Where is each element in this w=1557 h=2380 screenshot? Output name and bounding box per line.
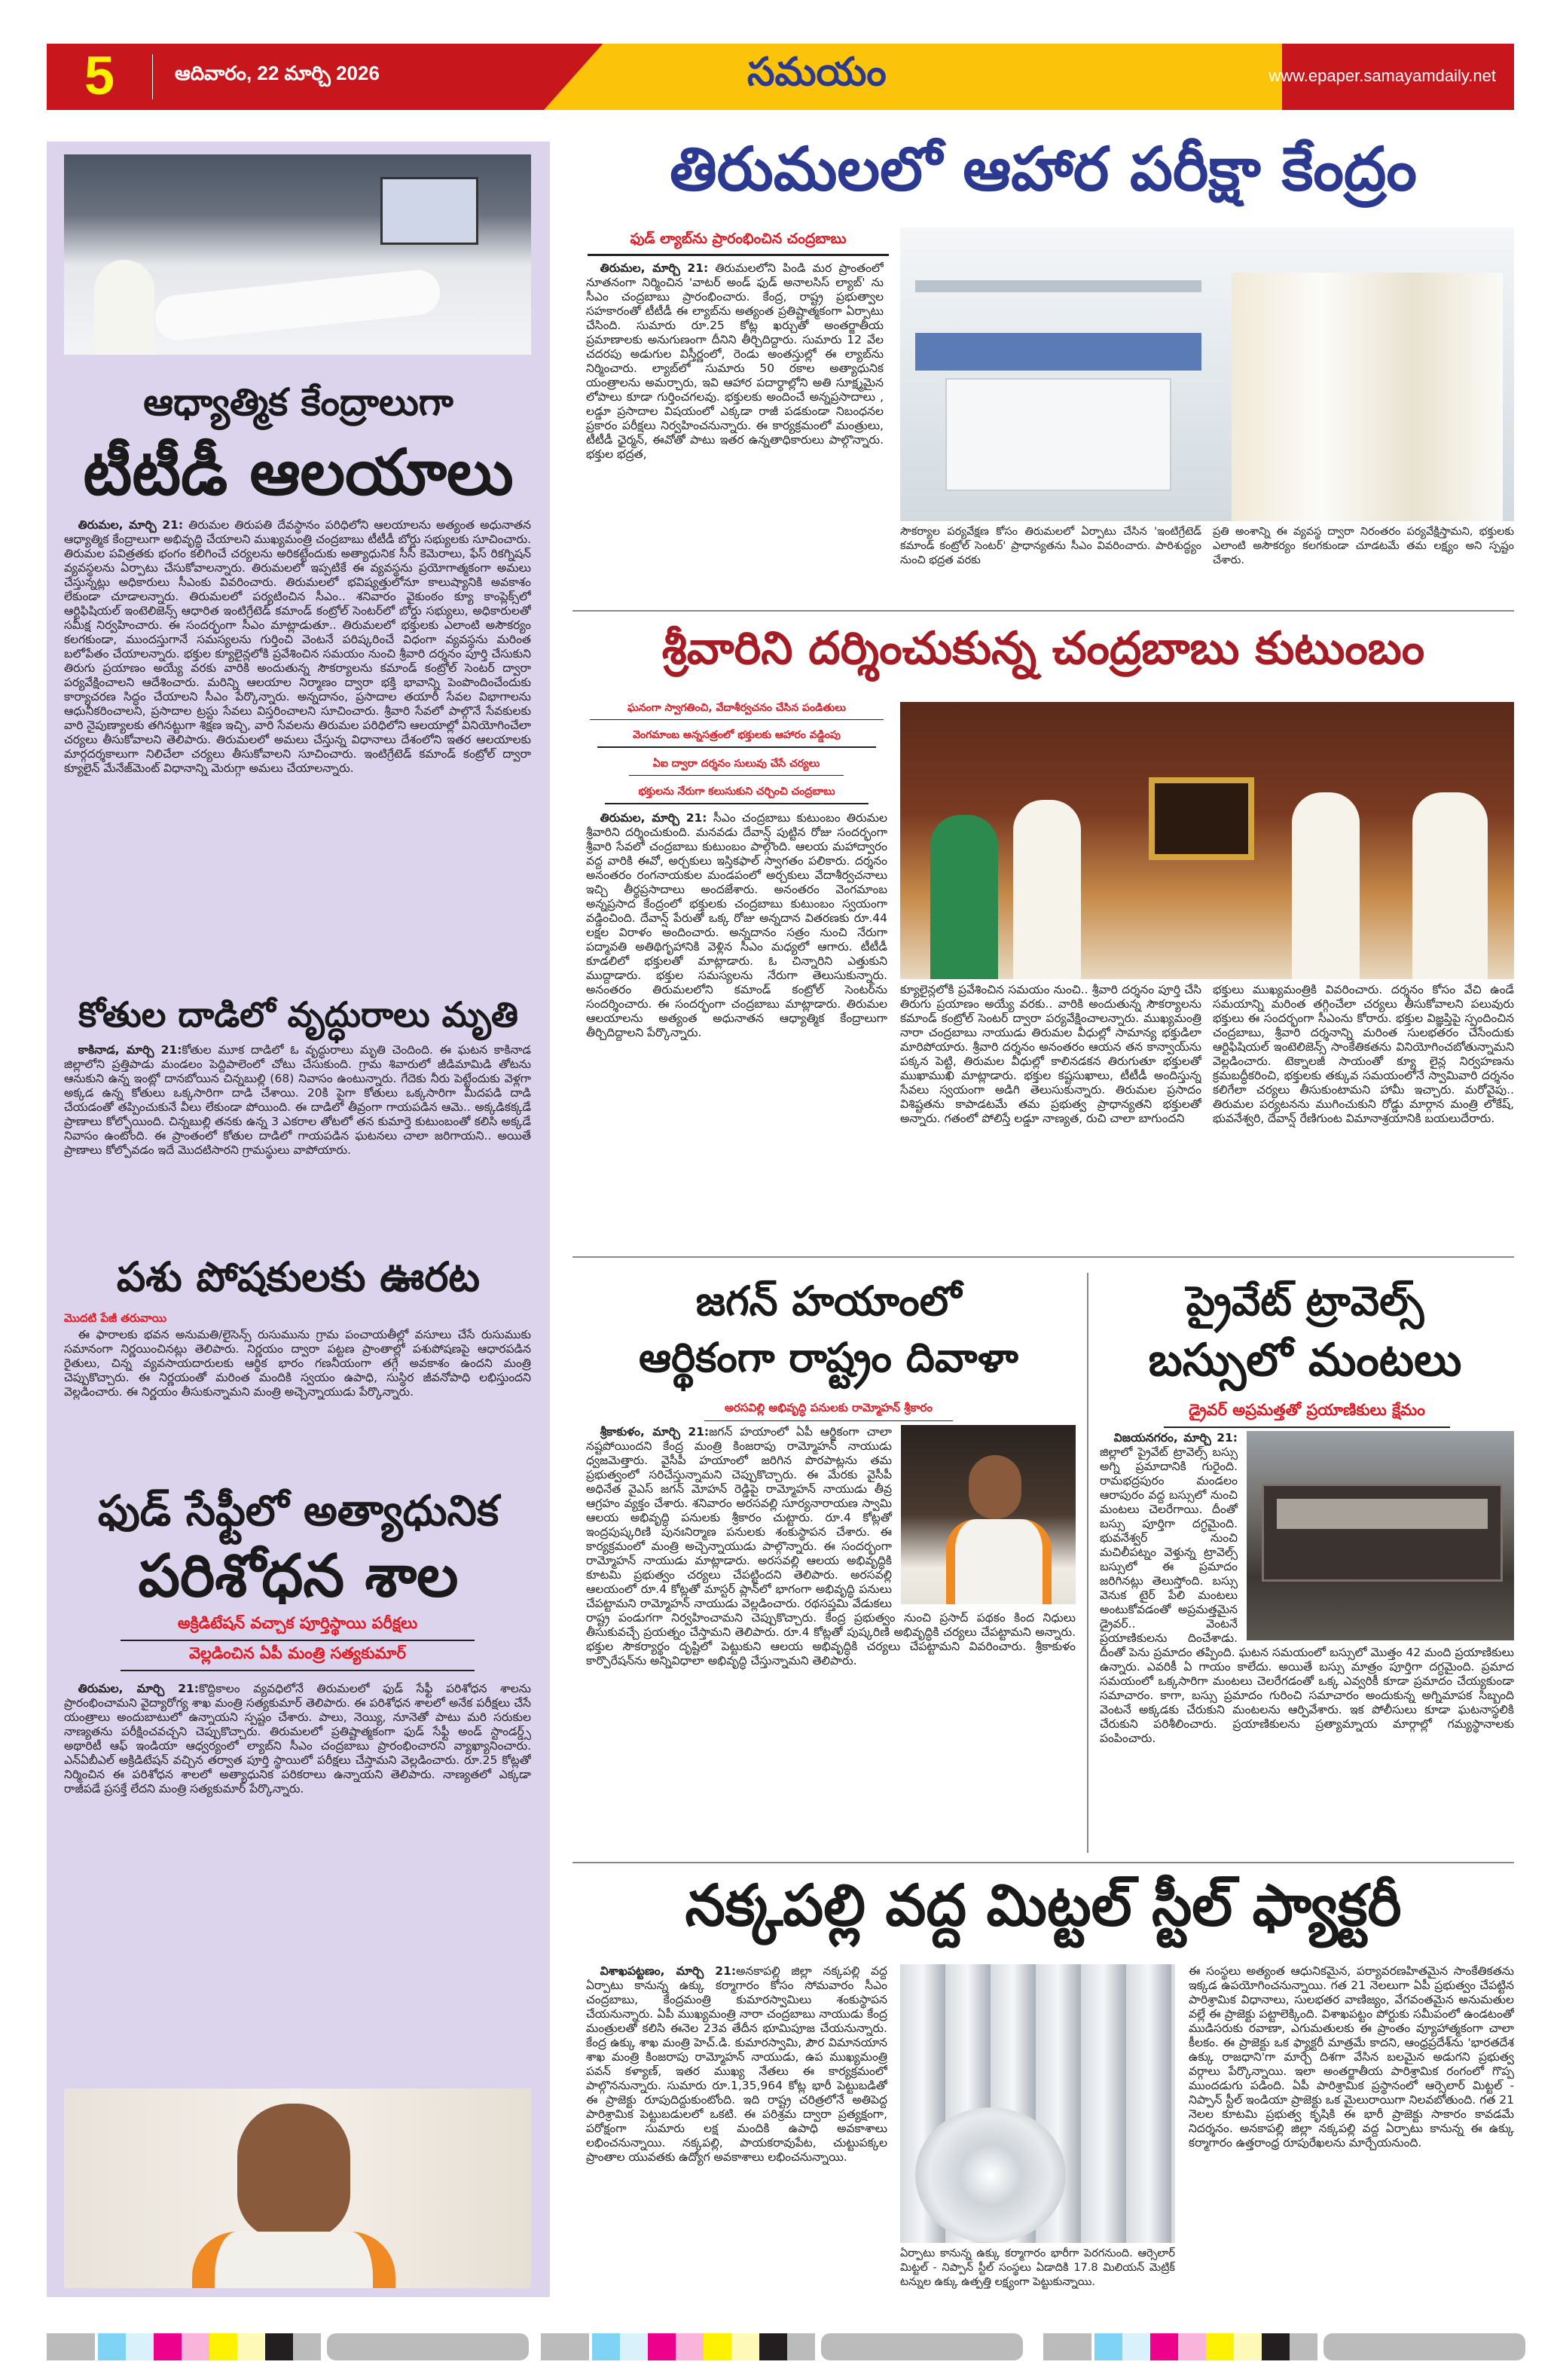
color-swatch [98, 2333, 126, 2360]
color-swatch [47, 2333, 95, 2360]
color-swatch [1234, 2333, 1262, 2360]
section-divider [572, 610, 1514, 612]
masthead-yellow-band [544, 44, 1282, 110]
burnt-bus-photo [1247, 1431, 1514, 1640]
srivari-article-col-2 [900, 983, 1201, 1252]
section-divider [572, 1862, 1514, 1863]
article-text: జగన్ హయాంలో ఏపీ ఆర్థికంగా చాలా నష్టపోయిందని కేంద్ర మంత్రి కింజరాపు రామ్మోహన్ నాయుడు ధ్వజమెత్తారు. వైసీపీ హయాంలో జరిగిన పొరపాట్లను తమ ప్రభుత్వంలో సరిచేస్తున్నామని చెప్పుకొచ్చారు. ఈ మేరకు వైసీపీ అధినేత వైఎస్ జగన్ మోహన్ రెడ్డిపై రామ్మోహన్ నాయుడు తీవ్ర ఆగ్రహం వ్యక్తం చేశారు. శనివారం అరసవల్లి సూర్యనారాయణ స్వామి ఆలయ అభివృద్ధి పనులకు శ్రీకారం చుట్టారు. రూ.4 కోట్లతో ఇంద్రపుష్కరిణి పునఃనిర్మాణ పనులకు శంకుస్థాపన చేశారు. ఈ కార్యక్రమంలో మంత్రి అచ్చెన్నాయుడు పాల్గొన్నారు. ఈ సందర్భంగా రామ్మోహన్ నాయుడు మాట్లాడారు. అరసవల్లి ఆలయ అభివృద్ధికి కూటమి ప్రభుత్వం చర్యలు చేపట్టిందని తెలిపారు. అరసవల్లి ఆలయంలో రూ.4 కోట్లతో మాస్టర్ ప్లాన్‌లో భాగంగా అభివృద్ధి పనులు చేపట్టామని రామ్మోహన్ నాయుడు వెల్లడించారు. రథసప్తమి వేడుకలు రాష్ట్ర పండుగగా నిర్వహించామని చెప్పుకొచ్చారు. కేంద్ర ప్రభుత్వం నుంచి ప్రసాద్ పథకం కింద నిధులు తీసుకువచ్చే ప్రయత్నం చేస్తామని తెలిపారు. రూ.4 కోట్లతో పుష్కరిణి అభివృద్ధికి చర్యలు చేపట్టామని అన్నారు. భక్తుల సౌకర్యార్థం దృష్టిలో పెట్టుకుని ఆలయ అభివృద్ధికి చర్యలు చేపట్టామని వివరించారు. శ్రీకాకుళం కార్పొరేషన్‌ను అన్నివిధాలా అభివృద్ధి చేస్తున్నామని తెలిపారు. [586, 1425, 1076, 1668]
dateline: తిరుమల, మార్చి 21: [600, 811, 707, 825]
epaper-url[interactable]: www.epaper.samayamdaily.net [1268, 66, 1496, 85]
lead-headline: తిరుమలలో ఆహార పరీక్షా కేంద్రం [670, 134, 1417, 204]
food-safety-subhead-2: వెల్లడించిన ఏపీ మంత్రి సత్యకుమార్ [121, 1644, 475, 1671]
color-swatch [592, 2333, 620, 2360]
article-text: భక్తులు ముఖ్యమంత్రికి వివరించారు. దర్శనం కోసం వేచి ఉండే సమయాన్ని మరింత తగ్గించేలా చర్యలు తీసుకోవాలని పలువురు భక్తులు ఈ సందర్భంగా సీఎంను కోరారు. భక్తుల విజ్ఞప్తిపై స్పందించిన చంద్రబాబు, శ్రీవారి దర్శనాన్ని మరింత సులభతరం చేసేందుకు ఆర్టిఫిషియల్ ఇంటెలిజెన్స్ సాంకేతికతను వినియోగించబోతున్నామని వెల్లడించారు. టెక్నాలజీ సాయంతో క్యూ లైన్ల నిర్వహణను క్రమబద్ధీకరించి, భక్తులకు తక్కువ సమయంలోనే స్వామివారి దర్శనం కలిగేలా చర్యలు తీసుకుంటామని హామీ ఇచ్చారు. మరోవైపు.. తిరుమల పర్యటనను ముగించుకుని రోడ్డు మార్గాన మంత్రి లోకేష్, భువనేశ్వరి, దేవాన్ష్ రేణిగుంట విమానాశ్రయానికి బయలుదేరారు. [1213, 983, 1514, 1125]
color-swatch [759, 2333, 787, 2360]
dateline: తిరుమల, మార్చి 21: [78, 518, 184, 532]
lead-article-body [586, 261, 884, 517]
article-text: ఏర్పాటు కానున్న ఉక్కు కర్మాగారం భారీగా పెరగనుంది. ఆర్సెలార్ మిట్టల్ - నిప్పాన్ స్టీల్ సంస్థలు ఏడాదికి 17.8 మిలియన్ మెట్రిక్ టన్నుల ఉక్కు ఉత్పత్తి లక్ష్యంగా పెట్టుకున్నాయి. [900, 2247, 1175, 2288]
srivari-article-col-3 [1213, 983, 1514, 1252]
article-text: తిరుమలలోని పిండి మర ప్రాంతంలో నూతనంగా నిర్మించిన 'వాటర్ అండ్ ఫుడ్ అనాలసిస్ ల్యాబ్' ను సీఎం చంద్రబాబు ప్రారంభించారు. కేంద్ర, రాష్ట్ర ప్రభుత్వాల సహకారంతో టీటీడీ ఈ ల్యాబ్‌ను అత్యంత ప్రతిష్టాత్మకంగా ఏర్పాటు చేసింది. సుమారు రూ.25 కోట్ల ఖర్చుతో అంతర్జాతీయ ప్రమాణాలకు అనుగుణంగా దీనిని తీర్చిదిద్దారు. సుమారు 12 వేల చదరపు అడుగుల విస్తీర్ణంలో, రెండు అంతస్తుల్లో ఈ ల్యాబ్‌ను నిర్మించారు. ల్యాబ్‌లో సుమారు 50 రకాల అత్యాధునిక యంత్రాలను అమర్చారు, ఇవి ఆహార పదార్థాల్లోని అతి సూక్ష్మమైన లోపాలు కూడా గుర్తించగలవు. భక్తులకు అందించే అన్నప్రసాదాలు , లడ్డూ ప్రసాదాల విషయంలో ఎక్కడా రాజీ పడకుండా నిబంధనల ప్రకారం పరీక్షలు నిర్వహించనున్నారు. ఈ కార్యక్రమంలో మంత్రులు, టీటీడీ ఛైర్మన్, ఈవోతో పాటు ఇతర ఉన్నతాధికారులు పాల్గొన్నారు. భక్తుల భద్రత, [586, 261, 884, 461]
monkey-attack-headline: కోతుల దాడిలో వృద్ధురాలు మృతి [78, 994, 518, 1035]
gray-pill-mark [327, 2333, 529, 2360]
color-swatch [1122, 2333, 1150, 2360]
food-lab-photo [900, 227, 1514, 521]
article-text: అనకాపల్లి జిల్లా నక్కపల్లి వద్ద ఏర్పాటు కానున్న ఉక్కు కర్మాగారం కోసం సోమవారం సీఎం చంద్రబాబు, కేంద్రమంత్రి కుమారస్వామిలు శంకుస్థాపన చేయనున్నారు. ఏపీ ముఖ్యమంత్రి నారా చంద్రబాబు నాయుడు కేంద్ర మంత్రులతో కలిసి ఈనెల 23వ తేదీన భూమిపూజ చేయనున్నారు. కేంద్ర ఉక్కు శాఖ మంత్రి హెచ్.డి. కుమారస్వామి, పౌర విమానయాన శాఖ మంత్రి కింజరాపు రామ్మోహన్ నాయుడు, ఉప ముఖ్యమంత్రి పవన్ కళ్యాణ్, ఇతర ముఖ్య నేతలు ఈ కార్యక్రమంలో పాల్గొననున్నారు. సుమారు రూ.1,35,964 కోట్ల భారీ పెట్టుబడితో ఈ ప్రాజెక్టు రూపుదిద్దుకుంటోంది. ఇది రాష్ట్ర చరిత్రలోనే అతిపెద్ద పారిశ్రామిక పెట్టుబడులలో ఒకటి. ఈ పరిశ్రమ ద్వారా ప్రత్యక్షంగా, పరోక్షంగా సుమారు లక్ష మందికి ఉపాధి అవకాశాలు లభించనున్నాయి. నక్కపల్లి, పాయకరావుపేట, చుట్టుపక్కల ప్రాంతాల యువతకు ఉద్యోగ అవకాశాలు లభించనున్నాయి. [586, 1964, 887, 2164]
cattle-headline: పశు పోషకులకు ఊరట [116, 1253, 481, 1301]
dateline: విజయనగరం, మార్చి 21: [1113, 1431, 1238, 1445]
color-swatch [1290, 2333, 1317, 2360]
color-swatch [1150, 2333, 1178, 2360]
color-swatch [126, 2333, 154, 2360]
color-swatch [731, 2333, 759, 2360]
color-swatch [648, 2333, 676, 2360]
color-swatch [1262, 2333, 1290, 2360]
color-swatch [1094, 2333, 1122, 2360]
srivari-subhead-3: ఏఐ ద్వారా దర్శనం సులువు చేసే చర్యలు [629, 758, 844, 776]
gray-pill-mark [1323, 2333, 1525, 2360]
food-safety-headline: పరిశోధన శాల [138, 1542, 459, 1610]
ttd-kicker: ఆధ్యాత్మిక కేంద్రాలుగా [143, 380, 453, 424]
color-swatch [541, 2333, 589, 2360]
color-swatch [1178, 2333, 1206, 2360]
food-safety-subhead-1: అక్రిడిటేషన్ వచ్చాక పూర్తిస్థాయి పరీక్షలు [121, 1614, 475, 1641]
srivari-family-photo [900, 702, 1514, 979]
article-text: కోతుల మూక దాడిలో ఓ వృద్ధురాలు మృతి చెందింది. ఈ ఘటన కాకినాడ జిల్లాలోని ప్రత్తిపాడు మండలం పెద్దిపాలెంలో చోటు చేసుకుంది. గ్రామ శివారులో జీడిమామిడి తోటను ఆనుకుని ఉన్న ఇంట్లో దానబోయిన చిన్నబుల్లి (68) నివాసం ఉంటున్నారు. గేదెకు నీరు పెట్టేందుకు వెళ్లగా అక్కడ ఉన్న కోతులు ఒక్కసారిగా దాడి చేశాయి. 20కి పైగా కోతులు ఒక్కసారిగా మీదపడి దాడి చేయడంతో తప్పించుకునే వీలు లేకుండా పోయింది. ఈ దాడిలో తీవ్రంగా గాయపడిన ఆమె.. అక్కడికక్కడే ప్రాణాలు కోల్పోయింది. చిన్నబుల్లి తనకు ఉన్న 3 ఎకరాల తోటలో తన కుమార్తె కుటుంబంతో కలిసి అక్కడే నివాసం ఉంటోంది. ఈ ప్రాంతంలో కోతుల దాడిలో గాయపడిన ఘటనలు చాలా జరిగాయని.. అయితే ప్రాణాలు కోల్పోవడం ఇదే మొదటిసారని గ్రామస్థులు వాపోయారు. [64, 1043, 531, 1157]
srivari-article-body [586, 811, 887, 1252]
dateline: తిరుమల, మార్చి 21: [600, 261, 709, 275]
article-text: సీఎం చంద్రబాబు కుటుంబం తిరుమల శ్రీవారిని దర్శించుకుంది. మనవడు దేవాన్ష్ పుట్టిన రోజు సందర్భంగా శ్రీవారి సేవలో చంద్రబాబు కుటుంబం పాల్గొంది. ఆలయ మహాద్వారం వద్ద వారికి ఈవో, అర్చకులు ఇస్తికఫాల్ స్వాగతం పలికారు. దర్శనం అనంతరం రంగనాయకుల మండపంలో అర్చకులు వేదాశీర్వచనాలు ఇచ్చి తీర్థప్రసాదాలు అందజేశారు. అనంతరం వెంగమాంబ అన్నప్రసాద కేంద్రంలో భక్తులకు చంద్రబాబు కుటుంబం స్వయంగా వడ్డించింది. దేవాన్ష్ పేరుతో ఒక్క రోజు అన్నదాన వితరణకు రూ.44 లక్షల విరాళం అందించారు. అన్నదానం సత్రం నుంచి నేరుగా పద్మావతి అతిథిగృహానికి వెళ్లిన సీఎం మధ్యలో ఆగారు. టీటీడీ కూడలిలో భక్తులతో మాట్లాడారు. ఓ చిన్నారిని ఎత్తుకుని ముద్దాడారు. భక్తుల సమస్యలను నేరుగా తెలుసుకున్నారు. అనంతరం తిరుమలలోని కమాండ్ కంట్రోల్ సెంటర్‌ను సందర్శించారు. ఈ సందర్భంగా చంద్రబాబు మాట్లాడారు. తిరుమల ఆలయాలను అత్యంత అధునాతన ఆధ్యాత్మిక కేంద్రాలుగా తీర్చిదిద్దాలని పేర్కొన్నారు. [586, 811, 887, 1039]
masthead-bar [47, 44, 1514, 110]
monkey-article-body [64, 1043, 531, 1246]
rammohan-speaking-photo [901, 1425, 1076, 1604]
article-text: సౌకర్యాల పర్యవేక్షణ కోసం తిరుమలలో ఏర్పాటు చేసిన 'ఇంటిగ్రేటెడ్ కమాండ్ కంట్రోల్ సెంటర్' ప్రాధాన్యతను సీఎం వివరించారు. పారిశుద్ధ్యం నుంచి భద్రత వరకు [900, 526, 1201, 566]
column-divider [1087, 1273, 1088, 1853]
steel-article-body [586, 1964, 887, 2303]
color-swatch [1043, 2333, 1091, 2360]
article-text: ప్రతి అంశాన్ని ఈ వ్యవస్థ ద్వారా నిరంతరం పర్యవేక్షిస్తామని, భక్తులకు ఎలాంటి అసౌకర్యం కలగకుండా చూడటమే తమ లక్ష్యం అని స్పష్టం చేశారు. [1213, 526, 1514, 566]
srivari-subhead-4: భక్తులను నేరుగా కలుసుకుని చర్చించి చంద్రబాబు [605, 786, 869, 804]
color-swatch [787, 2333, 815, 2360]
newspaper-name: సమయం [747, 50, 887, 95]
article-text: తిరుమల తిరుపతి దేవస్థానం పరిధిలోని ఆలయాలను అత్యంత అధునాతన ఆధ్యాత్మిక కేంద్రాలుగా అభివృద్ధి చేయాలని ముఖ్యమంత్రి చంద్రబాబు టీటీడీ బోర్డు సభ్యులకు సూచించారు. తిరుమల పవిత్రతకు భంగం కలిగించే చర్యలను అరికట్టేందుకు అత్యాధునిక సీసీ కెమెరాలు, ఫేస్ రికగ్నిషన్ వ్యవస్థలను ఏర్పాటు చేసుకోవాలన్నారు. తిరుమలలో ఇప్పటికే ఈ వ్యవస్థను ప్రయోగాత్మకంగా అమలు చేస్తున్నట్లు అధికారులు సీఎంకు వివరించారు. తిరుమలలో భవిష్యత్తులోనూ కాలుష్యానికి అవకాశం లేకుండా చూడాలన్నారు. తిరుమలలో పర్యటించిన సీఎం.. శనివారం వైకుంఠం క్యూ కాంప్లెక్స్‌లో ఆర్టిఫిషియల్ ఇంటెలిజెన్స్ ఆధారిత ఇంటిగ్రేటెడ్ కమాండ్ కంట్రోల్ సెంటర్‌లో బోర్డు సభ్యులు, అధికారులతో సమీక్ష నిర్వహించారు. ఈ సందర్భంగా సీఎం మాట్లాడుతూ.. తిరుమలలో భక్తులకు ఎలాంటి అసౌకర్యం కలగకుండా, ముందస్తుగానే సమస్యలను గుర్తించి వెంటనే పరిష్కరించే విధంగా వ్యవస్థను మరింత బలోపేతం చేయాలన్నారు. భక్తుల క్యూలైన్లలోకి ప్రవేశించిన సమయం నుంచి శ్రీవారి దర్శనం పూర్తి చేసుకుని తిరుగు ప్రయాణం అయ్యే వరకు వారికి అందుతున్న సౌకర్యాలను కమాండ్ కంట్రోల్ సెంటర్ ద్వారా పర్యవేక్షించాలని ఆదేశించారు. మరిన్ని ఆలయాల నిర్మాణం ద్వారా భక్తి భావాన్ని పెంపొందించేందుకు కార్యాచరణ సిద్ధం చేయాలని సీఎం పేర్కొన్నారు. అన్నదానం, ప్రసాదాల తయారీ సేవల విభాగాలను ఆధునీకరించాలని, ప్రసాదాల ట్రస్టు సేవలు విస్తరించాలని సూచించారు. శ్రీవారి సేవలో పాల్గొనే సేవకులకు వారి నైపుణ్యాలకు తగినట్టుగా శిక్షణ ఇచ్చి, వారి సేవలను తిరుమల పరిధిలోని ఆలయాల్లో వినియోగించేలా చర్యలు తీసుకోవాలని తెలిపారు. తిరుమలలో అమలు చేస్తున్న విధానాలు దేశంలోని ఇతర ఆలయాలకు మార్గదర్శకాలుగా నిలిచేలా చర్యలు తీసుకోవాలని సూచించారు. ఇంటిగ్రేటెడ్ కమాండ్ కంట్రోల్ ద్వారా క్యూలైన్ మేనేజ్‌మెంట్ విధానాన్ని మెరుగ్గా అమలు చేయాలన్నారు. [64, 518, 531, 775]
gray-pill-mark [821, 2333, 1023, 2360]
steel-factory-headline: నక్కపల్లి వద్ద మిట్టల్ స్టీల్ ఫ్యాక్టరీ [685, 1872, 1402, 1939]
page-number: 5 [84, 46, 115, 106]
dateline: శ్రీకాకుళం, మార్చి 21: [600, 1425, 710, 1439]
lead-subhead: ఫుడ్ ల్యాబ్‌ను ప్రారంభించిన చంద్రబాబు [588, 230, 889, 256]
color-swatch [237, 2333, 265, 2360]
bus-fire-headline-line-1: ప్రైవేట్ ట్రావెల్స్ [1186, 1277, 1424, 1325]
divider [152, 54, 153, 99]
sidebar-column [47, 142, 550, 2297]
lead-article-cont-2 [1213, 525, 1514, 570]
ttd-article-body [64, 518, 531, 989]
section-divider [572, 1256, 1514, 1258]
meeting-photo [64, 154, 531, 355]
color-swatch [182, 2333, 209, 2360]
srivari-subhead-2: వెంగమాంబ అన్నసత్రంలో భక్తులకు ఆహారం వడ్డింపు [597, 729, 876, 748]
color-swatch [1206, 2333, 1234, 2360]
article-text: ఈ ఫారాలకు భవన అనుమతి/లైసెన్స్ రుసుమును గ్రామ పంచాయతీల్లో వసూలు చేసే రుసుముకు సమానంగా నిర్ణయించినట్లు తెలిపారు. నిర్ణయం ద్వారా పట్టణ ప్రాంతాల్లో పశుపోషణపై ఆధారపడిన రైతులు, చిన్న వ్యవసాయదారులకు ఆర్థిక భారం గణనీయంగా తగ్గే అవకాశం ఉందని మంత్రి చెప్పుకొచ్చారు. ఈ నిర్ణయంతో మరింత మందికి స్వయం ఉపాధి, సుస్థిర జీవనోపాధి లభిస్తుందని వెల్లడించారు. ఈ నిర్ణయం తీసుకున్నామని మంత్రి అచ్చెన్నాయుడు పేర్కొన్నారు. [64, 1328, 531, 1399]
cattle-article-body [64, 1328, 531, 1463]
jagan-headline-line-2: ఆర్థికంగా రాష్ట్రం దివాళా [639, 1334, 1018, 1381]
steel-article-col-3 [1189, 1964, 1514, 2303]
color-swatch [676, 2333, 704, 2360]
food-safety-article-body [64, 1682, 531, 2077]
article-text: ఈ సంస్థలు అత్యంత ఆధునికమైన, పర్యావరణహితమైన సాంకేతికతను ఇక్కడ ఉపయోగించనున్నాయి. గత 21 నెలలుగా ఏపీ ప్రభుత్వం చేపట్టిన పారిశ్రామిక విధానాలు, సులభతర వాణిజ్యం, వేగవంతమైన అనుమతుల వల్లే ఈ ప్రాజెక్టు పట్టాలెక్కింది. విశాఖపట్టం పోర్టుకు సమీపంలో ఉండటంతో ముడిసరుకు రవాణా, ఎగుమతులకు ఈ ప్రాంతం వ్యూహాత్మకంగా చాలా కీలకం. ఈ ప్రాజెక్టు ఒక ఫ్యాక్టరీ మాత్రమే కాదని, ఆంధ్రప్రదేశ్‌ను 'భారతదేశ ఉక్కు రాజధాని'గా మార్చే దిశగా వేసిన బలమైన అడుగని ప్రభుత్వ వర్గాలు పేర్కొన్నాయి. ఇలా అంతర్జాతీయ పారిశ్రామిక రంగంలో గొప్ప ముందడుగు పడింది. ఏపీ పారిశ్రామిక ప్రస్థానంలో ఆర్సెలార్ మిట్టల్ - నిప్పాన్ స్టీల్ ఇండియా ప్రాజెక్టు ఒక మైలురాయిగా నిలవబోతుంది. గత 21 నెలల కూటమి ప్రభుత్వ కృషికి ఈ భారీ ప్రాజెక్టు సాకారం కావడమే నిదర్శనం. అనకాపల్లి జిల్లా నక్కపల్లి వద్ద ఏర్పాటు కానున్న ఈ ఉక్కు కర్మాగారం ఉత్తరాంధ్ర రూపురేఖలను మార్చేయనుంది. [1189, 1964, 1514, 2150]
color-swatch [154, 2333, 182, 2360]
food-safety-kicker: ఫుడ్ సేఫ్టీలో అత్యాధునిక [97, 1487, 499, 1536]
jagan-article-body [586, 1425, 1076, 1854]
steel-coils-photo [900, 1964, 1175, 2243]
article-text: క్యూలైన్లలోకి ప్రవేశించిన సమయం నుంచి.. శ్రీవారి దర్శనం పూర్తి చేసి తిరుగు ప్రయాణం అయ్యే వరకు.. వారికి అందుతున్న సౌకర్యాలను కమాండ్ కంట్రోల్ సెంటర్ ద్వారా పర్యవేక్షించాలన్నారు. ముఖ్యమంత్రి నారా చంద్రబాబు నాయుడు తిరుమల వీధుల్లో సామాన్య భక్తుడిలా మారిపోయారు. శ్రీవారి దర్శనం అనంతరం ఆయన తన కాన్వాయ్‌ను పక్కన పెట్టి, తిరుమల వీధుల్లో కాలినడకన తిరుగుతూ భక్తులతో ముఖాముఖి మాట్లాడారు. భక్తుల కష్టసుఖాలు, టీటీడీ అందిస్తున్న సేవలు స్వయంగా అడిగి తెలుసుకున్నారు. తిరుమల ప్రసాదం విశిష్టతను కాపాడటమే తమ ప్రభుత్వ ప్రాధాన్యతని భక్తులతో అన్నారు. గతంలో పోలిస్తే లడ్డూ నాణ్యత, రుచి చాలా బాగుందని [900, 983, 1201, 1125]
bus-fire-article-body [1100, 1431, 1514, 1854]
srivari-headline: శ్రీవారిని దర్శించుకున్న చంద్రబాబు కుటుంబం [661, 622, 1425, 675]
minister-portrait-photo [64, 2089, 531, 2288]
dateline: కాకినాడ, మార్చి 21: [78, 1043, 182, 1057]
dateline: విశాఖపట్టణం, మార్చి 21: [600, 1964, 737, 1978]
issue-date: ఆదివారం, 22 మార్చి 2026 [175, 62, 380, 84]
color-swatch [265, 2333, 293, 2360]
srivari-subhead-1: ఘనంగా స్వాగతించి, వేదాశీర్వచనం చేసిన పండితులు [590, 702, 884, 720]
article-text: జిల్లాలో ప్రైవేట్ ట్రావెల్స్ బస్సు అగ్ని ప్రమాదానికి గురైంది. రామభద్రపురం మండలం ఆరాపురం వద్ద బస్సులో నుంచి మంటలు చెలరేగాయి. దీంతో బస్సు పూర్తిగా దగ్ధమైంది. భువనేశ్వర్ నుంచి మచిలీపట్నం వెళ్తున్న ట్రావెల్స్ బస్సులో ఈ ప్రమాదం జరిగినట్లు తెలుస్తోంది. బస్సు వెనుక టైర్ పేలి మంటలు అంటుకోవడంతో అప్రమత్తమైన డ్రైవర్.. వెంటనే ప్రయాణికులను దించేశాడు. దీంతో పెను ప్రమాదం తప్పింది. ఘటన సమయంలో బస్సులో మొత్తం 42 మంది ప్రయాణికులు ఉన్నారు. ఎవరికీ ఏ గాయం కాలేదు. అయితే బస్సు మాత్రం పూర్తిగా దగ్ధమైంది. ప్రమాద సమయంలో ఒక్కసారిగా మంటలు చెలరేగడంతో ఒక్క ఎవ్వరికీ కూడా ప్రమాదం చేయ్యకుండా సమాచారం. కాగా, బస్సు ప్రమాదం గురించి సమాచారం అందుకున్న అగ్నిమాపక సిబ్బంది వెంటనే అక్కడకు చేరుకుని మంటలను ఆర్పివేశారు. ఇక పోలీసులు కూడా ఘటనాస్థలికి చేరుకుని పరిశీలించారు. ప్రయాణికులను ప్రత్యామ్నాయ మార్గాల్లో గమ్యస్థానాలకు పంపించారు. [1100, 1445, 1514, 1745]
continued-kicker: మొదటి పేజీ తరువాయి [64, 1311, 167, 1325]
ttd-headline: టీటీడీ ఆలయాలు [83, 435, 514, 509]
jagan-headline-line-1: జగన్ హయాంలో [695, 1277, 962, 1325]
bus-fire-headline-line-2: బస్సులో మంటలు [1148, 1334, 1462, 1387]
article-text: కొద్దికాలం వ్యవధిలోనే తిరుమలలో ఫుడ్ సేఫ్టీ పరిశోధన శాలను ప్రారంభించామని వైద్యారోగ్య శాఖ మంత్రి సత్యకుమార్ తెలిపారు. ఈ పరిశోధన శాలలో అనేక పరీక్షలు చేసే యంత్రాలు అందుబాటులో ఉన్నాయని స్పష్టం చేశారు. పాలు, నెయ్యి, నూనెతో పాటు మరి సరుకుల నాణ్యతను పరీక్షించవచ్చని చెప్పుకొచ్చారు. తిరుమలలో ప్రతిష్టాత్మకంగా ఫుడ్ సేఫ్టీ అండ్ స్టాండర్డ్స్ అథారిటీ ఆఫ్ ఇండియా ఆధ్వర్యంలో ల్యాబ్‌ని సీఎం చంద్రబాబు ప్రారంభించారని వ్యాఖ్యానించారు. ఎన్ఏబీఎల్ అక్రిడిటేషన్ వచ్చిన తర్వాత పూర్తి స్థాయిలో పరీక్షలు చేస్తామని వెల్లడించారు. రూ.25 కోట్లతో నిర్మించిన ఈ పరిశోధన శాలలో అత్యాధునిక పరికరాలు ఉన్నాయని తెలిపారు. నాణ్యతలో ఎక్కడా రాజీపడే ప్రసక్తే లేదని మంత్రి సత్యకుమార్ పేర్కొన్నారు. [64, 1682, 531, 1796]
lead-article-cont-1 [900, 525, 1201, 570]
color-swatch [620, 2333, 648, 2360]
color-swatch [293, 2333, 321, 2360]
dateline: తిరుమల, మార్చి 21: [78, 1682, 199, 1695]
steel-photo-caption [900, 2247, 1175, 2303]
color-swatch [704, 2333, 731, 2360]
color-swatch [209, 2333, 237, 2360]
jagan-subhead: అరసవిల్లి అభివృద్ధి పనులకు రామ్మోహన్ శ్రీకారం [704, 1401, 953, 1421]
bus-fire-subhead: డ్రైవర్ అప్రమత్తతో ప్రయాణికులు క్షేమం [1164, 1401, 1450, 1428]
